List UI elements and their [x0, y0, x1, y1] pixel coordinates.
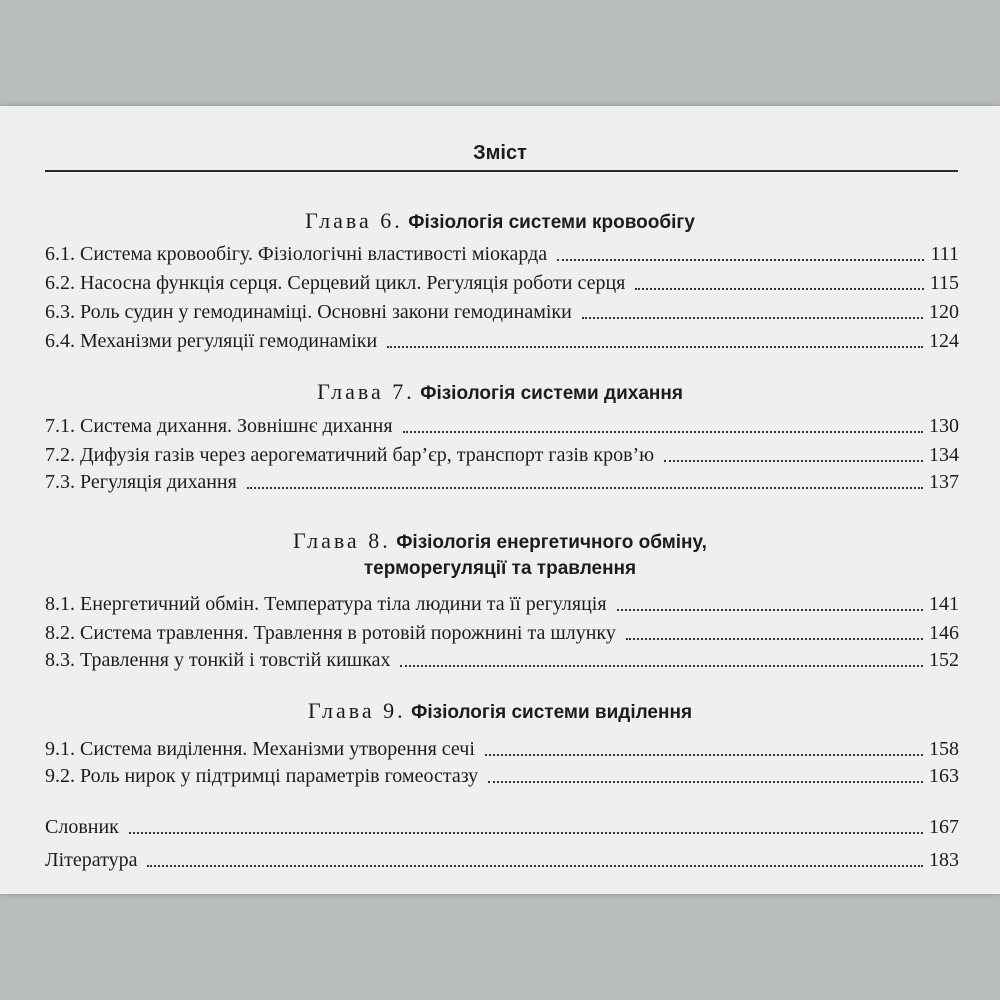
toc-entry-7-1[interactable]: [45, 413, 959, 439]
entry-page: 183: [929, 849, 959, 871]
chapter-title: Фізіологія системи кровообігу: [408, 212, 695, 233]
dot-leader: [582, 316, 923, 319]
chapter-label: Глава 6.: [305, 208, 403, 233]
toc-entry-7-3[interactable]: [45, 469, 959, 495]
dot-leader: [147, 864, 923, 867]
entry-page: 163: [929, 765, 959, 787]
entry-page: 134: [929, 444, 959, 466]
dot-leader: [129, 831, 923, 834]
dot-leader: [617, 608, 923, 611]
toc-entry-6-4[interactable]: [45, 328, 959, 354]
chapter-title: Фізіологія енергетичного обміну,: [396, 532, 707, 553]
toc-entry-glossary[interactable]: [45, 814, 959, 840]
entry-text: 9.2. Роль нирок у підтримці параметрів гомеостазу: [45, 765, 479, 787]
toc-entry-8-1[interactable]: [45, 591, 959, 617]
chapter-heading-9: [0, 697, 1000, 727]
toc-entry-references[interactable]: [45, 847, 959, 873]
chapter-label: Глава 9.: [307, 698, 406, 723]
entry-page: 115: [929, 272, 959, 294]
toc-entry-9-1[interactable]: [45, 736, 959, 762]
entry-text: 6.4. Механізми регуляції гемодинаміки: [45, 330, 378, 352]
dot-leader: [664, 459, 923, 462]
entry-text: Словник: [45, 816, 119, 838]
dot-leader: [387, 345, 923, 348]
dot-leader: [626, 637, 923, 640]
entry-page: 130: [929, 415, 959, 437]
chapter-title: Фізіологія системи виділення: [411, 702, 693, 723]
dot-leader: [557, 258, 924, 261]
toc-entry-8-3[interactable]: [45, 647, 959, 673]
dot-leader: [488, 780, 923, 783]
chapter-label: Глава 7.: [317, 379, 415, 404]
toc-entry-9-2[interactable]: [45, 763, 959, 789]
chapter-label: Глава 8.: [293, 528, 391, 553]
entry-page: 141: [929, 593, 959, 615]
chapter-heading-8: [0, 527, 1000, 557]
toc-entry-6-1[interactable]: [45, 241, 959, 267]
toc-entry-6-2[interactable]: [45, 270, 959, 296]
dot-leader: [247, 486, 923, 489]
entry-text: 7.1. Система дихання. Зовнішнє дихання: [45, 415, 393, 437]
entry-text: 7.2. Дифузія газів через аерогематичний бар’єр, транспорт газів кров’ю: [45, 444, 655, 466]
entry-page: 146: [929, 622, 959, 644]
chapter-title: Фізіологія системи дихання: [420, 383, 683, 404]
entry-text: 6.3. Роль судин у гемодинаміці. Основні закони гемодинаміки: [45, 301, 572, 323]
entry-page: 124: [929, 330, 959, 352]
entry-text: 9.1. Система виділення. Механізми утворення сечі: [45, 738, 475, 760]
entry-text: 6.1. Система кровообігу. Фізіологічні властивості міокарда: [45, 243, 548, 265]
dot-leader: [400, 664, 923, 667]
entry-page: 137: [929, 471, 959, 493]
dot-leader: [403, 430, 923, 433]
toc-entry-6-3[interactable]: [45, 299, 959, 325]
chapter-title-line2: терморегуляції та травлення: [363, 558, 637, 579]
entry-page: 167: [929, 816, 959, 838]
entry-text: Література: [45, 849, 138, 871]
entry-page: 152: [929, 649, 959, 671]
header-rule: [45, 170, 958, 172]
entry-page: 158: [929, 738, 959, 760]
chapter-heading-6: [0, 207, 1000, 237]
page-title: Зміст: [473, 142, 527, 164]
entry-text: 8.1. Енергетичний обмін. Температура тіла людини та її регуляція: [45, 593, 607, 615]
entry-page: 120: [929, 301, 959, 323]
dot-leader: [485, 753, 923, 756]
chapter-heading-7: [0, 378, 1000, 408]
toc-entry-7-2[interactable]: [45, 442, 959, 468]
entry-text: 6.2. Насосна функція серця. Серцевий цикл. Регуляція роботи серця: [45, 272, 626, 294]
entry-text: 8.3. Травлення у тонкій і товстій кишках: [45, 649, 391, 671]
entry-text: 7.3. Регуляція дихання: [45, 471, 237, 493]
dot-leader: [635, 287, 923, 290]
toc-entry-8-2[interactable]: [45, 620, 959, 646]
entry-text: 8.2. Система травлення. Травлення в ротовій порожнині та шлунку: [45, 622, 616, 644]
entry-page: 111: [930, 243, 959, 265]
